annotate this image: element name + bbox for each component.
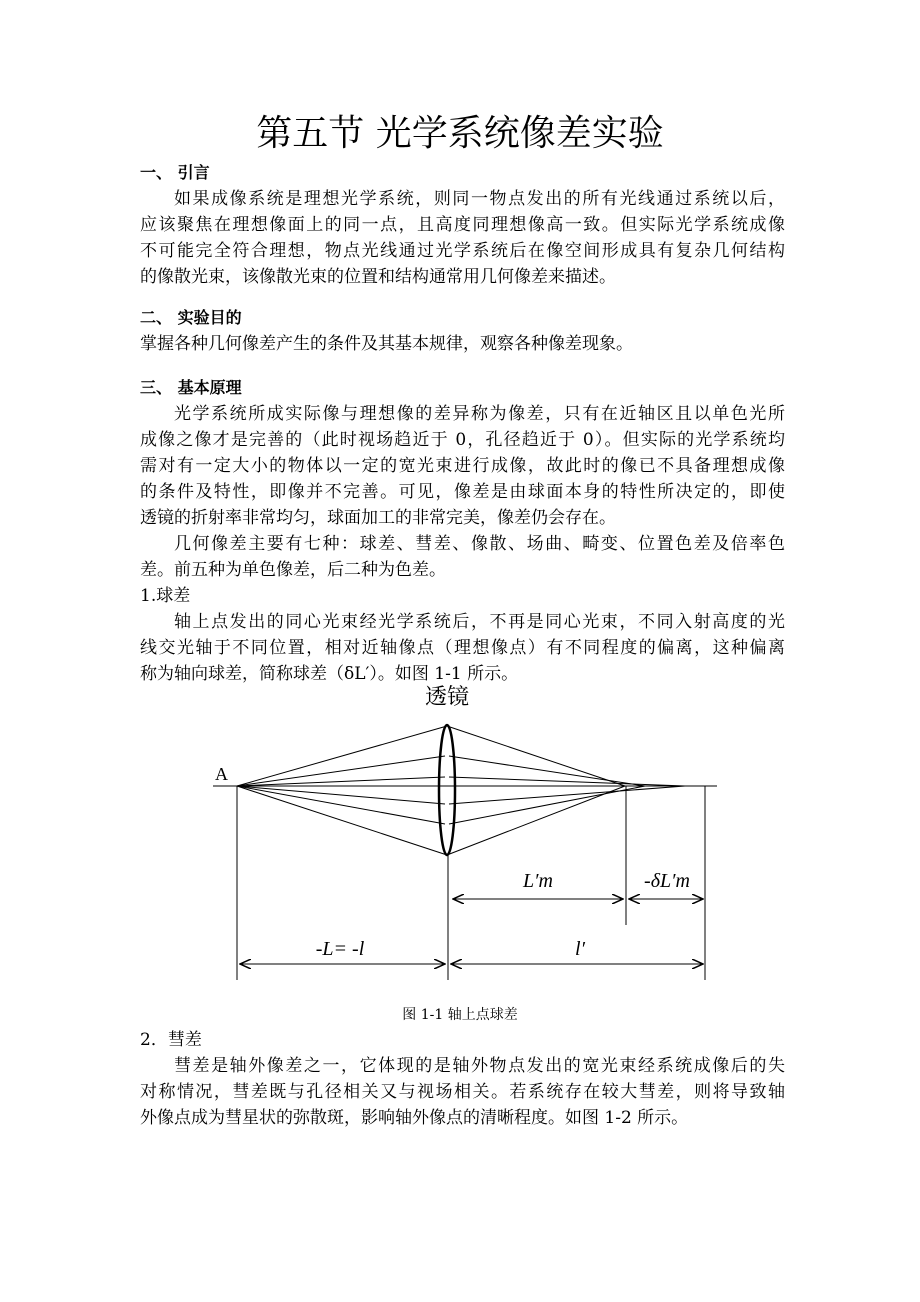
delta-lm-label: -δL′m [644, 870, 690, 892]
text-line: 掌握各种几何像差产生的条件及其基本规律，观察各种像差现象。 [140, 334, 633, 354]
text-line: 需对有一定大小的物体以一定的宽光束进行成像，故此时的像已不具备理想成像 [140, 456, 785, 476]
text-line: 对称情况，彗差既与孔径相关又与视场相关。若系统存在较大彗差，则将导致轴 [140, 1082, 785, 1102]
figure-caption: 图 1-1 轴上点球差 [402, 1007, 518, 1023]
spherical-aberration-figure [205, 680, 720, 990]
subheading-coma: 2．彗差 [140, 1030, 202, 1050]
page-title: 第五节 光学系统像差实验 [256, 113, 664, 154]
text-line: 线交光轴于不同位置，相对近轴像点（理想像点）有不同程度的偏离，这种偏离 [140, 638, 785, 658]
text-line: 彗差是轴外像差之一，它体现的是轴外物点发出的宽光束经系统成像后的失 [174, 1056, 785, 1076]
section-heading: 二、 实验目的 [140, 308, 242, 327]
text-line: 光学系统所成实际像与理想像的差异称为像差，只有在近轴区且以单色光所 [174, 404, 785, 424]
text-line: 差。前五种为单色像差，后二种为色差。 [140, 560, 446, 580]
section-coma [140, 1027, 785, 1131]
text-line: 几何像差主要有七种：球差、彗差、像散、场曲、畸变、位置色差及倍率色 [174, 534, 785, 554]
object-distance-label: -L= -l [315, 938, 365, 960]
text-line: 的条件及特性，即像并不完善。可见，像差是由球面本身的特性所决定的，即使 [140, 482, 785, 502]
subheading-spherical: 1.球差 [140, 586, 191, 606]
text-line: 透镜的折射率非常均匀，球面加工的非常完美，像差仍会存在。 [140, 508, 616, 528]
point-a-label: A [215, 764, 228, 784]
section-introduction [140, 160, 785, 290]
section-principle [140, 375, 785, 687]
text-line: 不可能完全符合理想，物点光线通过光学系统后在像空间形成具有复杂几何结构 [140, 241, 785, 261]
image-distance-label: l′ [575, 938, 585, 960]
rays [237, 726, 685, 855]
text-line: 成像之像才是完善的（此时视场趋近于 0，孔径趋近于 0）。但实际的光学系统均 [140, 430, 785, 450]
lm-label: L′m [523, 870, 553, 892]
text-line: 轴上点发出的同心光束经光学系统后，不再是同心光束，不同入射高度的光 [174, 612, 785, 632]
section-heading: 三、 基本原理 [140, 378, 242, 397]
text-line: 外像点成为彗星状的弥散斑，影响轴外像点的清晰程度。如图 1-2 所示。 [140, 1108, 689, 1128]
text-line: 应该聚焦在理想像面上的同一点，且高度同理想像高一致。但实际光学系统成像 [140, 215, 785, 235]
text-line: 称为轴向球差，简称球差（δL′）。如图 1-1 所示。 [140, 664, 519, 684]
lens-shape [439, 725, 455, 855]
text-line: 如果成像系统是理想光学系统，则同一物点发出的所有光线通过系统以后， [174, 189, 785, 209]
section-heading: 一、 引言 [140, 163, 210, 182]
text-line: 的像散光束，该像散光束的位置和结构通常用几何像差来描述。 [140, 267, 616, 287]
section-purpose [140, 305, 785, 357]
lens-label: 透镜 [424, 684, 470, 709]
